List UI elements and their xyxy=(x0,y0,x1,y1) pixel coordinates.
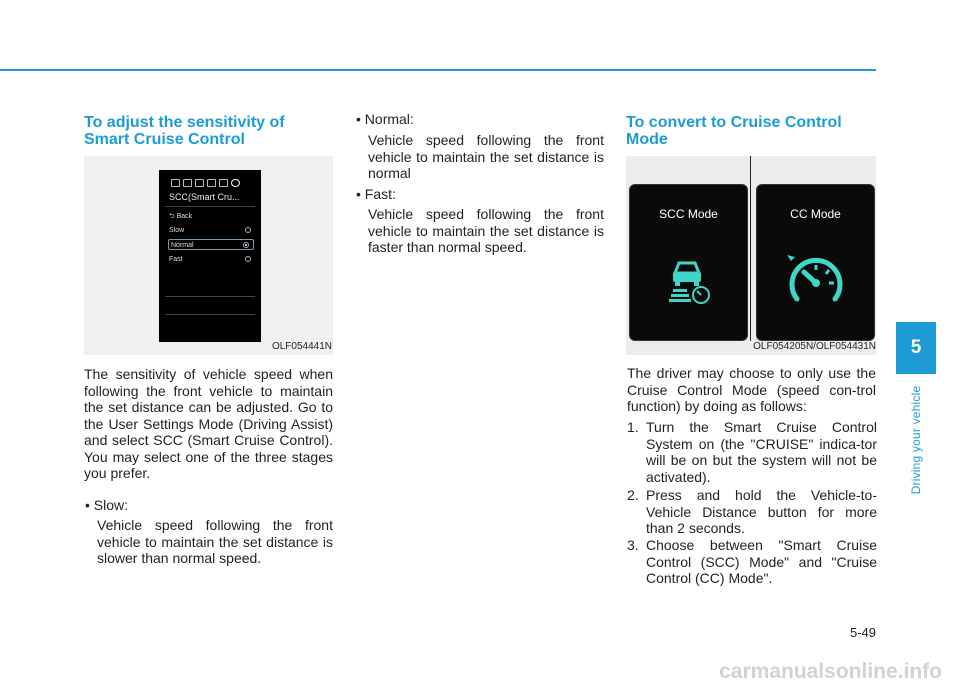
screen-item-label: Normal xyxy=(171,242,194,249)
screen-item-label: Slow xyxy=(169,227,185,234)
screen-divider xyxy=(165,314,255,315)
radio-off-icon xyxy=(245,256,251,262)
title-line: To adjust the sensitivity of xyxy=(84,114,285,131)
figure-sensitivity-screen xyxy=(84,156,333,355)
bullet-label: Slow: xyxy=(93,497,129,513)
figure-caption: OLF054205N/OLF054431N xyxy=(753,341,876,352)
figure-split-line xyxy=(750,156,751,341)
screen-divider xyxy=(165,296,255,297)
bullet-label: Normal: xyxy=(364,111,414,127)
bullet-slow: • Slow: xyxy=(85,497,129,513)
screen-title: SCC(Smart Cru... xyxy=(169,192,240,202)
step-text: Choose between "Smart Cruise Control (SCC) Mode" and "Cruise Control (CC) Mode". xyxy=(646,537,877,586)
step-text: Press and hold the Vehicle-to-Vehicle Distance button for more than 2 seconds. xyxy=(646,487,877,536)
page-number: 5-49 xyxy=(849,625,876,640)
wrench-icon xyxy=(219,179,228,187)
sensitivity-paragraph: The sensitivity of vehicle speed when following the front vehicle to maintain the set distance can be adjusted. Go to the User Settings Mode (Driving Assist) and select SCC (Smart Cruise Control). You may select one of the three stages you prefer. xyxy=(84,366,333,481)
bullet-normal-description: Vehicle speed following the front vehicle to maintain the set distance is normal xyxy=(368,132,604,181)
title-line: Smart Cruise Control xyxy=(84,131,245,148)
title-line: To convert to Cruise Control xyxy=(626,114,842,131)
warning-icon xyxy=(195,179,204,187)
settings-icons-row xyxy=(171,177,255,189)
figure-mode-select xyxy=(626,156,876,355)
step-item xyxy=(627,419,877,485)
cc-mode-label: CC Mode xyxy=(790,207,841,221)
step-item xyxy=(627,537,877,587)
radio-off-icon xyxy=(245,227,251,233)
chapter-number-tab: 5 xyxy=(896,322,936,374)
arrow-icon xyxy=(183,179,192,187)
scc-mode-label: SCC Mode xyxy=(659,207,718,221)
radio-on-icon xyxy=(243,242,249,248)
header-rule xyxy=(0,69,876,71)
bullet-label: Fast: xyxy=(364,186,396,202)
bullet-slow-description: Vehicle speed following the front vehicle to maintain the set distance is slower than normal speed. xyxy=(97,517,333,566)
chapter-title: Driving your vehicle xyxy=(909,385,923,495)
screen-item-normal xyxy=(168,239,254,250)
speedometer-icon xyxy=(785,253,847,311)
step-number: 2. xyxy=(627,487,639,503)
back-arrow-icon: ⮌ xyxy=(169,213,177,220)
convert-intro: The driver may choose to only use the Cruise Control Mode (speed con-trol function) by doing as follows: xyxy=(627,365,876,414)
bullet-fast: • Fast: xyxy=(356,186,396,202)
screen-item-slow xyxy=(169,225,255,236)
scc-mode-icon xyxy=(667,257,711,305)
scc-mode-panel xyxy=(629,184,748,341)
step-number: 3. xyxy=(627,537,639,553)
screen-item-label: Fast xyxy=(169,256,183,263)
cluster-screen xyxy=(159,170,261,342)
step-number: 1. xyxy=(627,419,639,435)
step-item xyxy=(627,487,877,537)
screen-divider xyxy=(165,206,255,207)
gear-icon xyxy=(231,179,240,187)
bullet-fast-description: Vehicle speed following the front vehicle to maintain the set distance is faster than normal speed. xyxy=(368,206,604,255)
figure-caption: OLF054441N xyxy=(271,341,332,352)
screen-item-back xyxy=(169,211,255,222)
section-title-convert xyxy=(626,114,842,148)
title-line: Mode xyxy=(626,131,668,148)
screen-item-fast xyxy=(169,254,255,265)
watermark: carmanualsonline.info xyxy=(719,660,942,683)
section-title-sensitivity xyxy=(84,114,285,148)
step-text: Turn the Smart Cruise Control System on (the "CRUISE" indica-tor will be on but the system will not be activated). xyxy=(646,419,877,485)
cc-mode-panel xyxy=(756,184,875,341)
music-icon xyxy=(207,179,216,187)
screen-item-label: Back xyxy=(176,213,193,220)
bullet-normal: • Normal: xyxy=(356,111,414,127)
car-icon xyxy=(171,179,180,187)
